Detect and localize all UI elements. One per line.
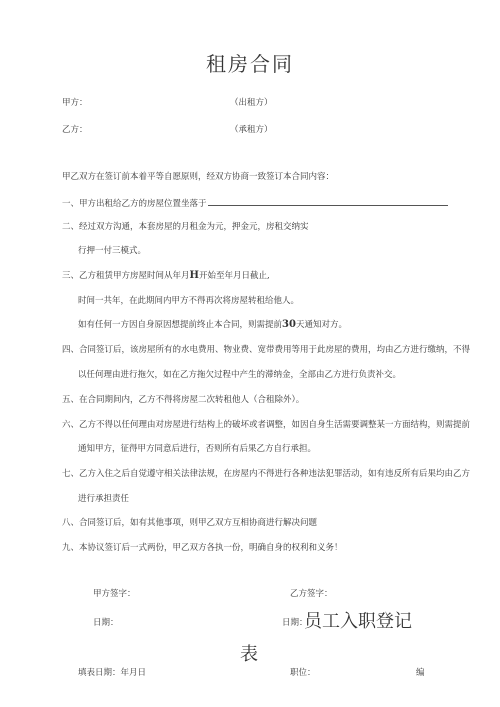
document-title: 租房合同 xyxy=(206,52,294,76)
notice-days-number: 30 xyxy=(282,319,296,330)
clause-1 xyxy=(62,197,448,209)
clause-7-line-1: 七、乙方入住之后自觉遵守相关法律法规，在房屋内不得进行各种违法犯罪活动，如有违反所有后果均由乙方 xyxy=(62,469,471,479)
party-b-signature-label: 乙方签字： xyxy=(290,589,333,599)
party-b-label: 乙方： xyxy=(62,125,88,135)
overlay-title-part-1: 员工入职登记 xyxy=(304,611,412,632)
party-a-label: 甲方： xyxy=(62,98,88,108)
clause-3-line-1-pre: 三、乙方租赁甲方房屋时间从年月 xyxy=(62,271,190,281)
overlay-title-part-2: 表 xyxy=(240,644,258,665)
clause-3-line-3-post: 天通知对方。 xyxy=(295,320,347,330)
address-blank-line xyxy=(208,197,448,206)
party-a-signature-label: 甲方签字： xyxy=(93,589,136,599)
clause-3-line-1 xyxy=(62,271,270,281)
date-left-label: 日期： xyxy=(93,618,119,628)
clause-5: 五、在合同期间内，乙方不得将房屋二次转租他人（合租除外）。 xyxy=(62,395,305,405)
clause-3-line-1-mark: H xyxy=(189,270,199,281)
overlay-fill-date: 填表日期：年月日 xyxy=(78,668,147,678)
party-b-role: （承租方） xyxy=(230,125,273,135)
clause-7-line-2: 进行承担责任 xyxy=(78,494,130,504)
clause-6-line-1: 六、乙方不得以任何理由对房屋进行结构上的破坏或者调整，如因自身生活需要调整某一方面结构，则需提前 xyxy=(62,420,471,430)
clause-9: 九、本协议签订后一式两份，甲乙双方各执一份，明确自身的权利和义务！ xyxy=(62,543,343,553)
clause-8: 八、合同签订后，如有其他事项，则甲乙双方互相协商进行解决问题 xyxy=(62,518,318,528)
clause-4-line-1: 四、合同签订后，该房屋所有的水电费用、物业费、宽带费用等用于此房屋的费用，均由乙方进行缴纳，不得 xyxy=(62,345,471,355)
clause-3-line-3-pre: 如有任何一方因自身原因想提前终止本合同，则需提前 xyxy=(78,320,283,330)
clause-1-text: 一、甲方出租给乙方的房屋位置坐落于 xyxy=(62,199,207,209)
clause-4-line-2: 以任何理由进行拖欠，如在乙方拖欠过程中产生的滞纳金，全部由乙方进行负责补交。 xyxy=(78,370,402,380)
clause-3-line-3 xyxy=(78,320,347,330)
clause-6-line-2: 通知甲方，征得甲方同意后进行，否则所有后果乙方自行承担。 xyxy=(78,444,317,454)
clause-2-line-2: 行押一付三模式。 xyxy=(78,246,147,256)
clause-3-line-2: 时间一共年，在此期间内甲方不得再次将房屋转租给他人。 xyxy=(78,296,300,306)
party-a-role: （出租方） xyxy=(230,98,273,108)
overlay-position-label: 职位： xyxy=(290,668,316,678)
date-right-label: 日期： xyxy=(282,618,308,628)
clause-2-line-1: 二、经过双方沟通，本套房屋的月租金为元，押金元，房租交纳实 xyxy=(62,222,309,232)
clause-3-line-1-post: 开始至年月日截止, xyxy=(198,271,270,281)
overlay-number-label: 编 xyxy=(416,668,425,678)
intro-paragraph: 甲乙双方在签订前本着平等自愿原则，经双方协商一致签订本合同内容： xyxy=(62,172,335,182)
